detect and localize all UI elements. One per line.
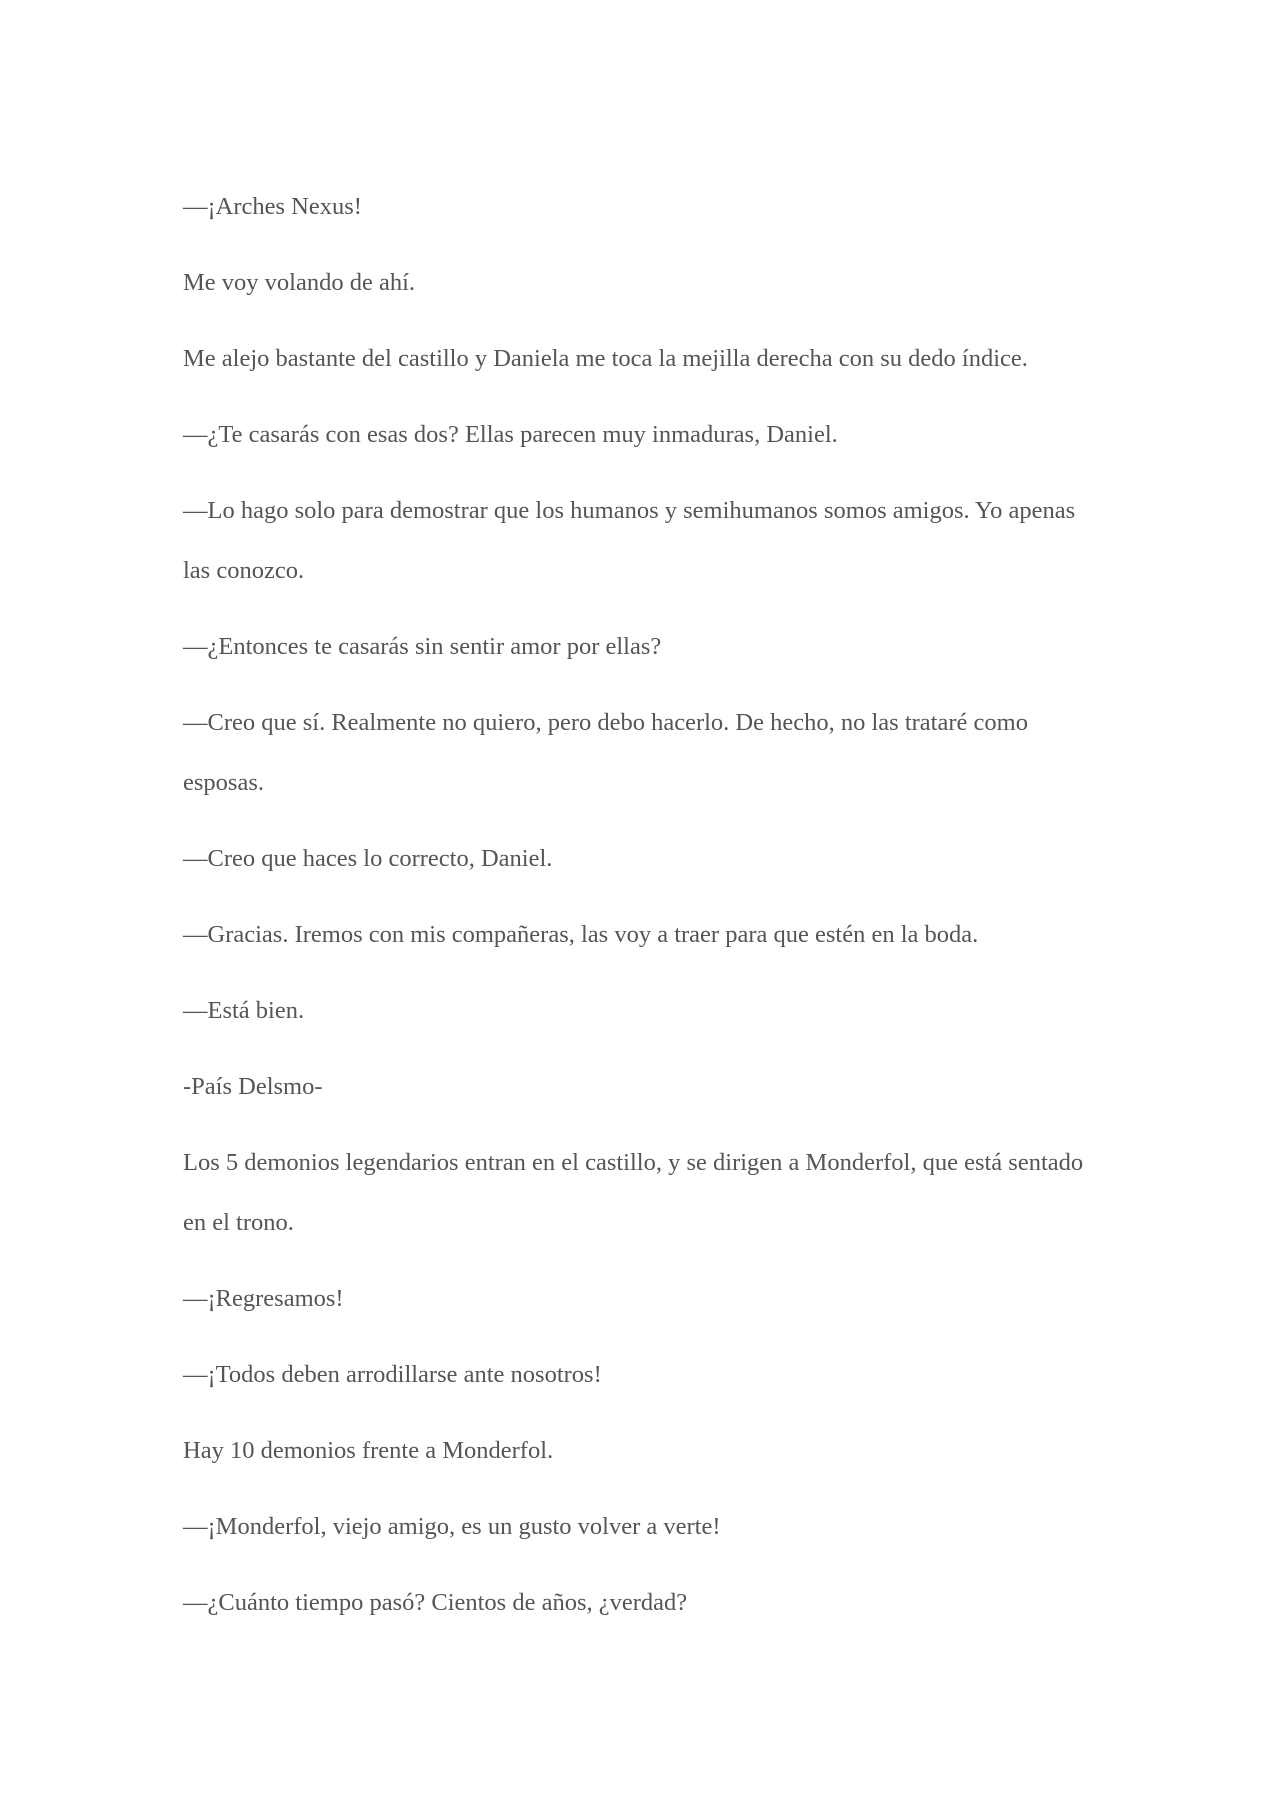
document-body (183, 177, 1098, 1649)
narration-paragraph: Los 5 demonios legendarios entran en el castillo, y se dirigen a Monderfol, que está sentado en el trono. (183, 1149, 1084, 1236)
narration-paragraph: Me voy volando de ahí. (183, 269, 416, 296)
dialogue-line: —Creo que sí. Realmente no quiero, pero debo hacerlo. De hecho, no las trataré como esposas. (183, 709, 1028, 796)
narration-paragraph: Hay 10 demonios frente a Monderfol. (183, 1437, 554, 1464)
dialogue-line: —Lo hago solo para demostrar que los humanos y semihumanos somos amigos. Yo apenas las conozco. (183, 497, 1076, 584)
dialogue-line: —¡Regresamos! (183, 1285, 344, 1312)
dialogue-line: —¿Entonces te casarás sin sentir amor por ellas? (183, 633, 662, 660)
dialogue-line: —¿Cuánto tiempo pasó? Cientos de años, ¿verdad? (183, 1589, 688, 1616)
dialogue-line: —¡Arches Nexus! (183, 193, 362, 220)
dialogue-line: —¡Monderfol, viejo amigo, es un gusto volver a verte! (183, 1513, 721, 1540)
dialogue-line: —Está bien. (183, 997, 305, 1024)
narration-paragraph: Me alejo bastante del castillo y Daniela me toca la mejilla derecha con su dedo índice. (183, 345, 1028, 372)
dialogue-line: —Gracias. Iremos con mis compañeras, las voy a traer para que estén en la boda. (183, 921, 979, 948)
dialogue-line: —¡Todos deben arrodillarse ante nosotros! (183, 1361, 602, 1388)
scene-heading: -País Delsmo- (183, 1073, 323, 1100)
dialogue-line: —Creo que haces lo correcto, Daniel. (183, 845, 553, 872)
dialogue-line: —¿Te casarás con esas dos? Ellas parecen muy inmaduras, Daniel. (183, 421, 838, 448)
